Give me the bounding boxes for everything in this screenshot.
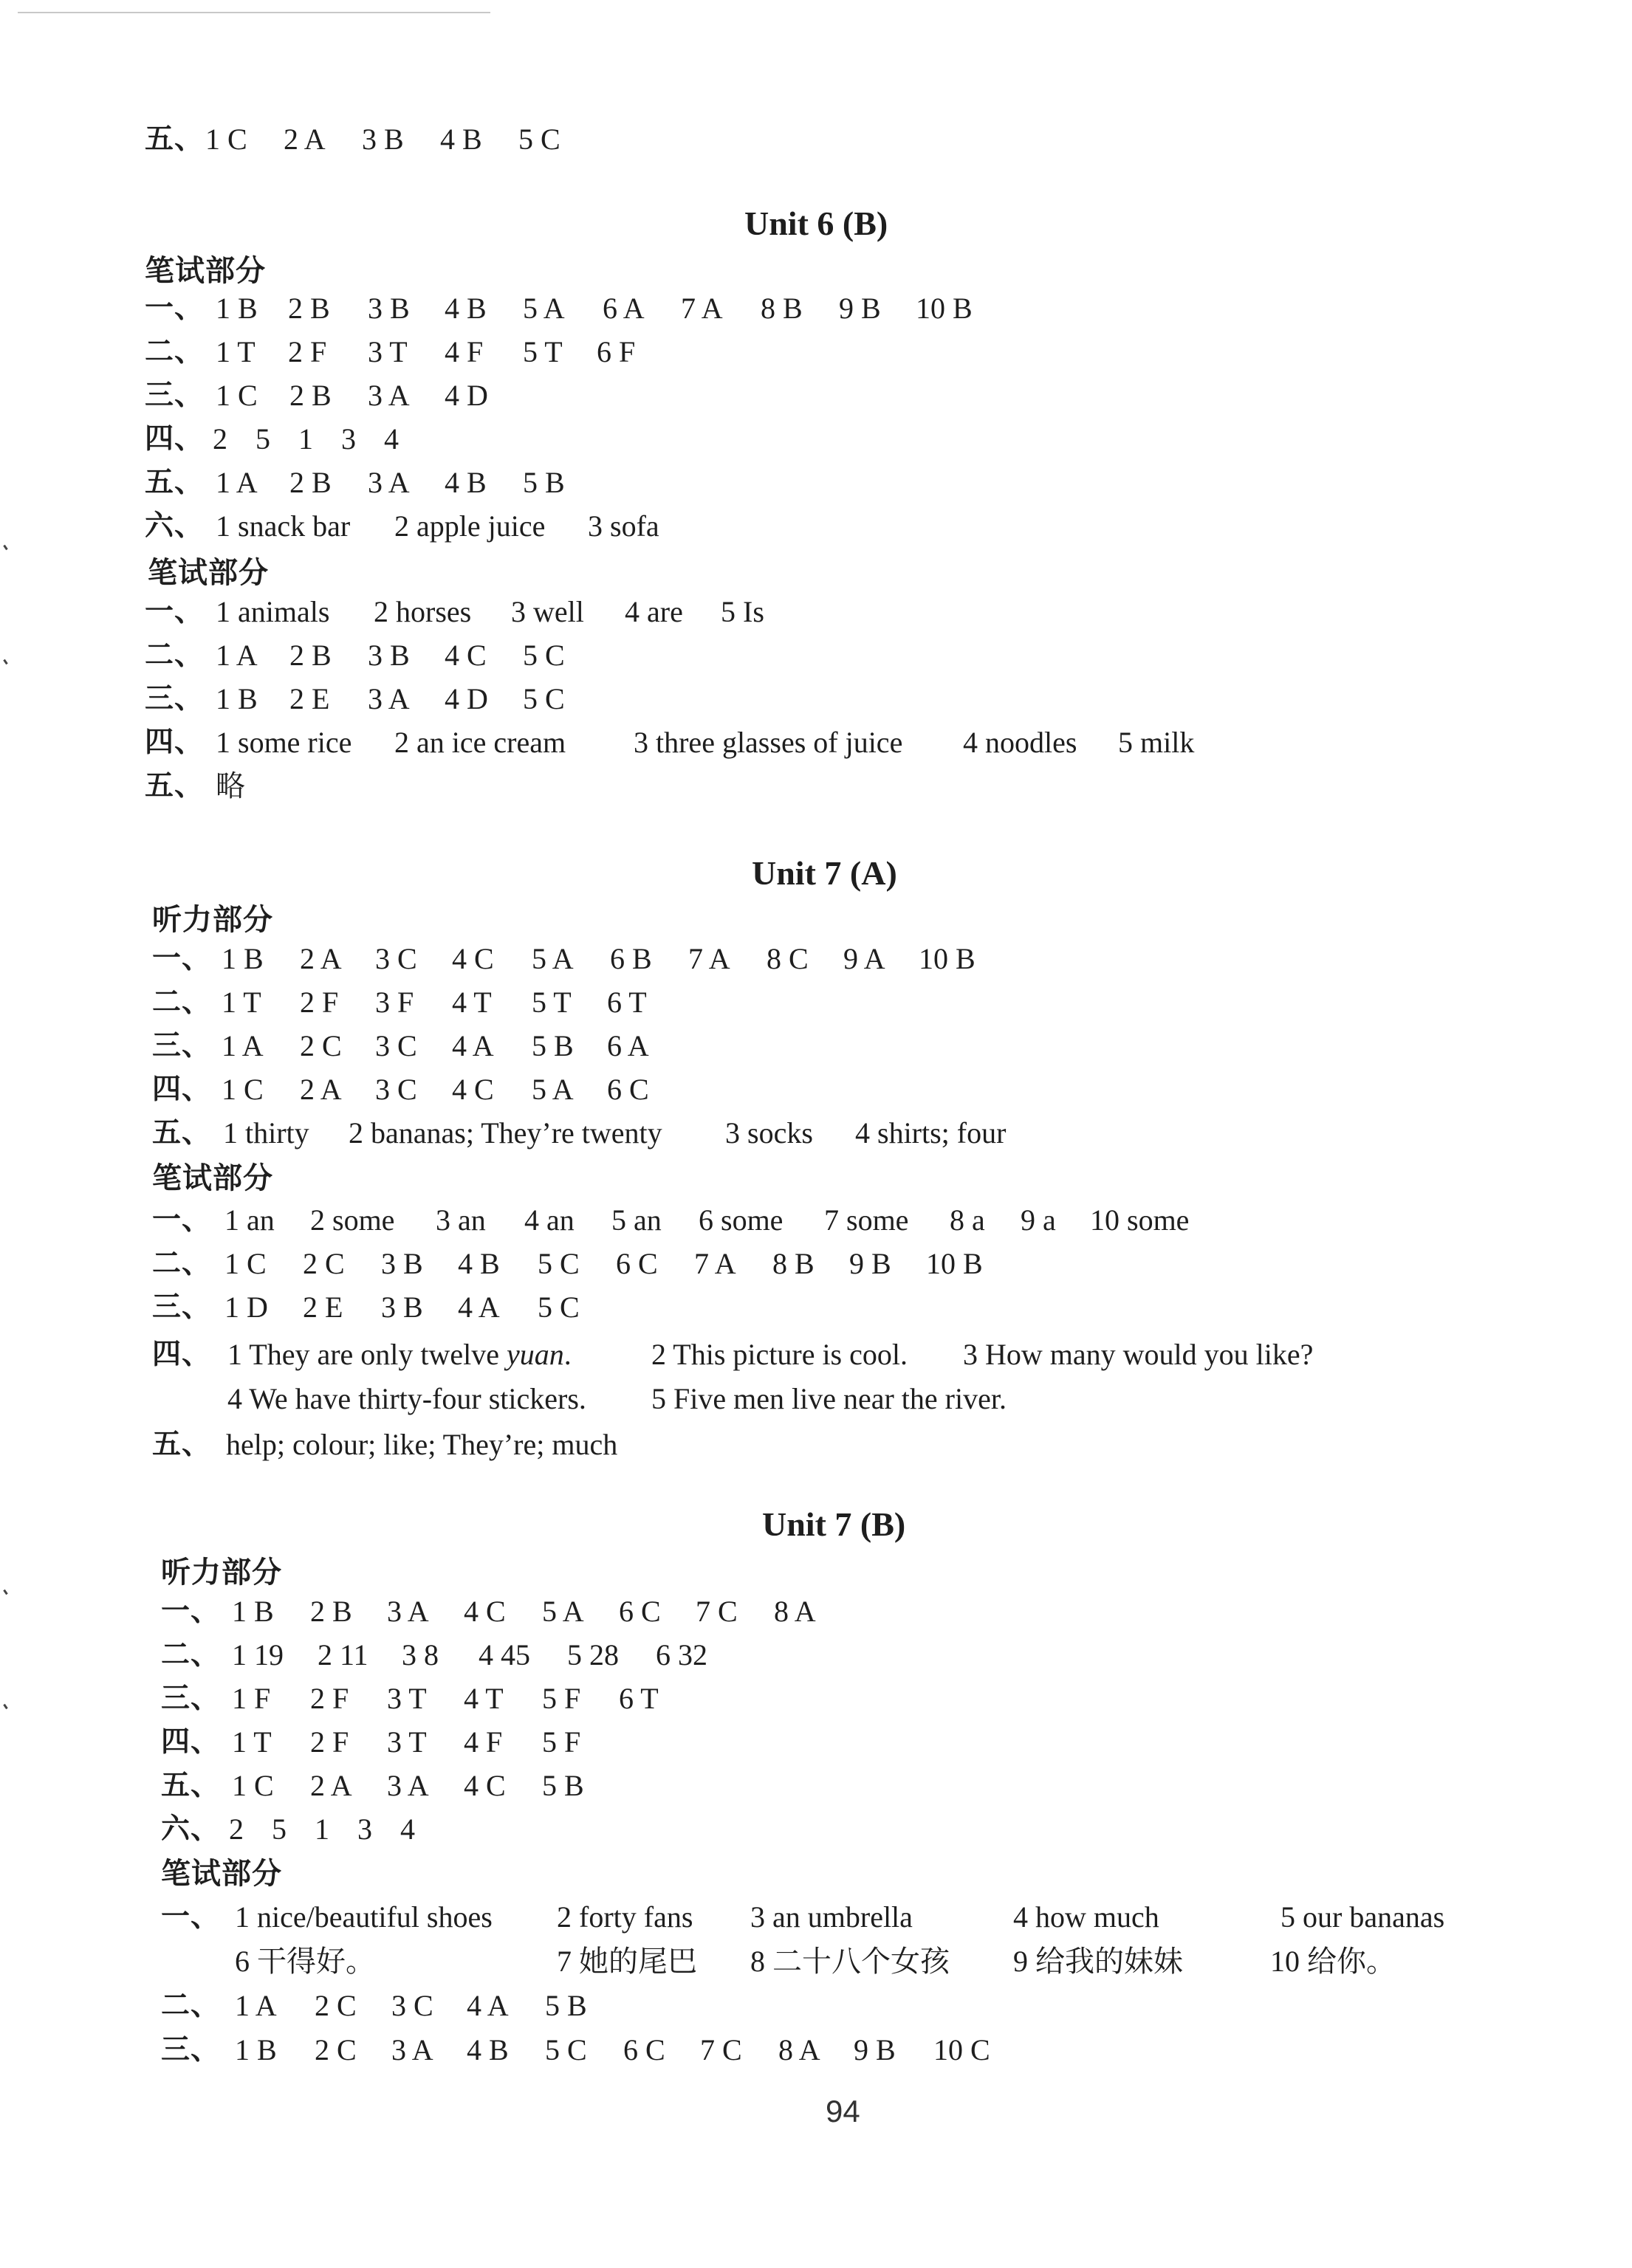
answer-text: . xyxy=(563,1338,572,1371)
answer-item: 5 T xyxy=(532,986,572,1019)
answer-item: 4 A xyxy=(467,1989,509,2022)
answer-item: 1 B xyxy=(235,2033,277,2066)
answer-item: 4 B xyxy=(445,466,487,499)
page-number: 94 xyxy=(826,2094,860,2128)
answer-item: 5 C xyxy=(538,1291,580,1324)
answer-item: 2 F xyxy=(288,335,327,368)
answer-item: 1 nice/beautiful shoes xyxy=(235,1900,493,1934)
answer-line xyxy=(161,1940,1416,1983)
answer-item: 2 B xyxy=(288,292,330,325)
answer-item: 6 C xyxy=(623,2033,665,2066)
answer-item: 3 B xyxy=(381,1247,423,1280)
answer-item: 6 C xyxy=(616,1247,658,1280)
answer-item: 6 C xyxy=(607,1073,649,1106)
answer-item: 5 Is xyxy=(721,595,764,628)
answer-item: 2 A xyxy=(310,1769,352,1802)
answer-item: 4 45 xyxy=(479,1638,530,1671)
answer-item: 3 C xyxy=(375,942,417,975)
answer-item: 4 A xyxy=(458,1291,500,1324)
question-number: 五、 xyxy=(145,123,205,155)
answer-item: 1 A xyxy=(216,639,258,672)
answer-item: 1 F xyxy=(232,1682,271,1715)
answer-item: 2 C xyxy=(315,1989,357,2022)
answer-item: 3 F xyxy=(375,986,414,1019)
answer-item: 2 C xyxy=(300,1029,342,1062)
answer-item: 3 How many would you like? xyxy=(963,1338,1314,1371)
answer-line xyxy=(152,1286,817,1329)
answer-item: 6 32 xyxy=(656,1638,707,1671)
answer-item: 5 28 xyxy=(567,1638,619,1671)
answer-item: 1 animals xyxy=(216,595,330,628)
question-number: 二、 xyxy=(145,336,205,368)
question-number: 五、 xyxy=(145,467,205,498)
answer-line xyxy=(145,678,736,721)
answer-text-italic: yuan xyxy=(507,1338,564,1371)
question-number: 一、 xyxy=(145,292,205,324)
answer-line xyxy=(161,1721,826,1764)
answer-item: 1 B xyxy=(216,682,258,715)
question-number: 六、 xyxy=(161,1813,221,1845)
answer-item: 略 xyxy=(216,769,245,803)
question-number: 四、 xyxy=(161,1726,221,1758)
answer-item: 1 A xyxy=(222,1029,264,1062)
answer-line xyxy=(145,721,1252,764)
answer-item: 3 B xyxy=(368,639,410,672)
answer-item: 4 C xyxy=(464,1769,506,1802)
answer-item: 10 B xyxy=(926,1247,983,1280)
section-heading: 笔试部分 xyxy=(148,556,269,589)
answer-line xyxy=(161,1677,826,1720)
answer-item: 6 C xyxy=(619,1595,661,1628)
section-heading: 听力部分 xyxy=(152,903,273,936)
margin-mark xyxy=(3,659,7,664)
answer-item: 3 B xyxy=(381,1291,423,1324)
answer-item: help; colour; like; They’re; much xyxy=(226,1428,618,1461)
answer-item: 8 A xyxy=(778,2033,820,2066)
answer-item: 3 A xyxy=(368,379,410,412)
answer-item: 1 A xyxy=(235,1989,277,2022)
answer-item: 1 B xyxy=(222,942,264,975)
answer-line xyxy=(152,938,1075,980)
answer-item: 5 F xyxy=(542,1682,581,1715)
answer-item: 4 B xyxy=(440,123,482,156)
answer-item: 10 B xyxy=(916,292,973,325)
answer-item: 1 C xyxy=(216,379,258,412)
answer-item: 3 A xyxy=(387,1769,429,1802)
answer-item: 4 an xyxy=(524,1203,575,1237)
answer-item: 8 B xyxy=(772,1247,815,1280)
answer-item: 7 A xyxy=(694,1247,736,1280)
question-number: 四、 xyxy=(145,423,205,455)
answer-line xyxy=(152,1378,1186,1420)
answer-item: 6 干得好。 xyxy=(235,1945,375,1978)
answer-item: 10 C xyxy=(933,2033,990,2066)
question-number: 三、 xyxy=(161,2034,221,2066)
answer-line xyxy=(152,1199,1260,1242)
answer-item: 3 T xyxy=(387,1725,427,1759)
question-number: 二、 xyxy=(161,1990,221,2021)
answer-line xyxy=(145,461,736,504)
answer-item: 4 C xyxy=(464,1595,506,1628)
answer-line xyxy=(161,1896,1490,1939)
unit-heading: Unit 6 (B) xyxy=(744,205,888,242)
answer-item: 6 T xyxy=(619,1682,659,1715)
answer-line xyxy=(161,1590,899,1633)
answer-item: 3 sofa xyxy=(588,509,659,543)
answer-item: 2 B xyxy=(289,466,332,499)
answer-line xyxy=(161,1634,826,1677)
answer-item: 6 A xyxy=(603,292,645,325)
answer-item: 5 B xyxy=(523,466,565,499)
answer-item: 3 A xyxy=(387,1595,429,1628)
answer-item: 6 B xyxy=(610,942,652,975)
answer-item: 5 B xyxy=(545,1989,587,2022)
answer-item: 2 F xyxy=(310,1682,349,1715)
answer-item: 2 forty fans xyxy=(557,1900,693,1934)
answer-line xyxy=(145,418,662,461)
question-number: 一、 xyxy=(161,1595,221,1627)
answer-item: 2 B xyxy=(289,639,332,672)
answer-item: 5 A xyxy=(542,1595,584,1628)
answer-line xyxy=(152,1333,1408,1376)
answer-item: 1 B xyxy=(232,1595,274,1628)
answer-item: 2 an ice cream xyxy=(394,726,566,759)
answer-line xyxy=(152,1068,817,1111)
answer-item: 3 an xyxy=(436,1203,486,1237)
question-number: 一、 xyxy=(145,596,205,628)
question-number: 四、 xyxy=(145,726,205,758)
answer-item: 4 B xyxy=(467,2033,509,2066)
answer-item: 5 A xyxy=(532,942,574,975)
answer-line xyxy=(145,374,662,417)
question-number: 五、 xyxy=(152,1429,212,1460)
answer-item: 2 This picture is cool. xyxy=(651,1338,908,1371)
answer-item: 1 thirty xyxy=(223,1116,309,1150)
answer-item: 7 C xyxy=(696,1595,738,1628)
section-heading: 笔试部分 xyxy=(152,1161,273,1195)
answer-item: 6 some xyxy=(699,1203,784,1237)
answer-item: 1 T xyxy=(222,986,261,1019)
answer-line xyxy=(145,118,662,161)
answer-item: 6 F xyxy=(597,335,636,368)
answer-item: 7 some xyxy=(824,1203,909,1237)
answer-item: 8 B xyxy=(761,292,803,325)
top-rule xyxy=(18,12,490,13)
answer-item: 6 A xyxy=(607,1029,649,1062)
answer-line xyxy=(161,1764,826,1807)
answer-item: 2 horses xyxy=(374,595,472,628)
question-number: 三、 xyxy=(145,683,205,715)
question-number: 三、 xyxy=(161,1683,221,1714)
answer-item xyxy=(227,1333,572,1376)
answer-item: 4 are xyxy=(625,595,683,628)
answer-item: 3 A xyxy=(391,2033,433,2066)
answer-item: 5 milk xyxy=(1118,726,1195,759)
answer-item: 4 B xyxy=(445,292,487,325)
answer-item: 9 A xyxy=(843,942,885,975)
section-heading: 笔试部分 xyxy=(161,1857,282,1890)
answer-item: 3 socks xyxy=(725,1116,813,1150)
answer-line xyxy=(152,1243,1075,1285)
answer-item: 4 how much xyxy=(1013,1900,1159,1934)
answer-item: 10 some xyxy=(1090,1203,1190,1237)
answer-item: 7 A xyxy=(688,942,730,975)
answer-item: 2 some xyxy=(310,1203,395,1237)
answer-item: 1 B xyxy=(216,292,258,325)
answer-item: 7 A xyxy=(681,292,723,325)
answer-item: 1 some rice xyxy=(216,726,352,759)
question-number: 一、 xyxy=(152,1204,212,1236)
question-number: 二、 xyxy=(152,986,212,1018)
answer-item: 1 C xyxy=(224,1247,267,1280)
answer-line xyxy=(152,1025,817,1068)
answer-item: 1 C xyxy=(232,1769,274,1802)
answer-line xyxy=(145,634,736,677)
answer-item: 8 A xyxy=(774,1595,816,1628)
answer-item: 1 19 xyxy=(232,1638,284,1671)
answer-item: 4 shirts; four xyxy=(855,1116,1007,1150)
answer-item: 3 A xyxy=(368,682,410,715)
answer-line xyxy=(145,331,809,374)
answer-item: 2 E xyxy=(289,682,330,715)
answer-item: 1 C xyxy=(222,1073,264,1106)
answer-item: 8 a xyxy=(950,1203,985,1237)
question-number: 一、 xyxy=(161,1901,221,1933)
answer-item: 5 B xyxy=(532,1029,574,1062)
answer-item: 5 A xyxy=(523,292,565,325)
answer-item: 3 three glasses of juice xyxy=(634,726,903,759)
answer-line xyxy=(152,1112,1112,1155)
answer-item: 1 T xyxy=(216,335,256,368)
answer-item: 9 B xyxy=(839,292,881,325)
question-number: 一、 xyxy=(152,943,212,975)
answer-line xyxy=(145,287,1068,330)
answer-item: 1 D xyxy=(224,1291,268,1324)
answer-item: 10 B xyxy=(919,942,976,975)
answer-item: 6 T xyxy=(607,986,647,1019)
section-heading: 听力部分 xyxy=(161,1556,282,1589)
answer-item: 1 snack bar xyxy=(216,509,351,543)
answer-item: 5 C xyxy=(545,2033,587,2066)
answer-item: 8 C xyxy=(767,942,809,975)
answer-line xyxy=(152,1423,891,1466)
section-heading: 笔试部分 xyxy=(145,254,266,287)
question-number: 三、 xyxy=(152,1030,212,1062)
answer-item: 9 给我的妹妹 xyxy=(1013,1945,1183,1978)
answer-item: 3 T xyxy=(368,335,408,368)
answer-line xyxy=(145,591,883,633)
answer-item: 8 二十八个女孩 xyxy=(750,1945,950,1978)
answer-item: 4 We have thirty-four stickers. xyxy=(227,1382,586,1415)
question-number: 二、 xyxy=(145,639,205,671)
answer-text: 1 They are only twelve xyxy=(227,1338,507,1371)
answer-item: 3 T xyxy=(387,1682,427,1715)
answer-item: 2 C xyxy=(303,1247,345,1280)
question-number: 四、 xyxy=(152,1073,212,1105)
answer-item: 5 an xyxy=(611,1203,662,1237)
answer-item: 4 T xyxy=(464,1682,504,1715)
answer-item: 2 5 1 3 4 xyxy=(229,1812,425,1846)
answer-item: 2 F xyxy=(300,986,339,1019)
answer-item: 1 an xyxy=(224,1203,275,1237)
answer-line xyxy=(161,2029,1084,2072)
answer-item: 9 a xyxy=(1021,1203,1056,1237)
answer-item: 2 apple juice xyxy=(394,509,546,543)
answer-item: 3 A xyxy=(368,466,410,499)
answer-item: 5 T xyxy=(523,335,563,368)
answer-item: 5 C xyxy=(523,682,565,715)
answer-item: 4 D xyxy=(445,379,488,412)
answer-item: 1 C xyxy=(205,123,247,156)
answer-item: 4 C xyxy=(452,942,494,975)
answer-item: 7 C xyxy=(700,2033,742,2066)
answer-item: 2 5 1 3 4 xyxy=(213,422,409,456)
answer-item: 3 C xyxy=(391,1989,433,2022)
answer-item: 5 B xyxy=(542,1769,584,1802)
answer-item: 4 T xyxy=(452,986,492,1019)
answer-item: 5 C xyxy=(538,1247,580,1280)
question-number: 三、 xyxy=(145,379,205,411)
question-number: 六、 xyxy=(145,510,205,542)
answer-item: 5 C xyxy=(518,123,560,156)
answer-item: 1 T xyxy=(232,1725,272,1759)
answer-item: 2 C xyxy=(315,2033,357,2066)
answer-item: 2 bananas; They’re twenty xyxy=(349,1116,662,1150)
answer-item: 2 A xyxy=(284,123,326,156)
answer-item: 4 D xyxy=(445,682,488,715)
answer-item: 3 C xyxy=(375,1029,417,1062)
margin-mark xyxy=(3,1704,7,1709)
answer-item: 4 C xyxy=(452,1073,494,1106)
answer-item: 3 C xyxy=(375,1073,417,1106)
unit-heading: Unit 7 (A) xyxy=(752,854,897,892)
answer-item: 2 E xyxy=(303,1291,343,1324)
answer-item: 3 an umbrella xyxy=(750,1900,913,1934)
answer-item: 4 F xyxy=(464,1725,503,1759)
answer-item: 3 B xyxy=(368,292,410,325)
answer-item: 2 B xyxy=(289,379,332,412)
answer-line xyxy=(145,505,809,548)
margin-mark xyxy=(3,1590,7,1595)
answer-item: 4 A xyxy=(452,1029,494,1062)
answer-item: 3 well xyxy=(511,595,584,628)
answer-item: 4 B xyxy=(458,1247,500,1280)
answer-item: 5 A xyxy=(532,1073,574,1106)
answer-item: 2 B xyxy=(310,1595,352,1628)
question-number: 五、 xyxy=(161,1770,221,1801)
answer-item: 10 给你。 xyxy=(1270,1945,1396,1978)
answer-item: 2 A xyxy=(300,1073,342,1106)
answer-item: 9 B xyxy=(849,1247,891,1280)
answer-item: 4 noodles xyxy=(963,726,1077,759)
unit-heading: Unit 7 (B) xyxy=(762,1505,906,1543)
question-number: 二、 xyxy=(161,1639,221,1671)
answer-item: 5 Five men live near the river. xyxy=(651,1382,1007,1415)
question-number: 五、 xyxy=(152,1117,212,1149)
answer-item: 9 B xyxy=(854,2033,896,2066)
answer-item: 2 F xyxy=(310,1725,349,1759)
margin-mark xyxy=(3,545,7,550)
answer-item: 5 our bananas xyxy=(1280,1900,1445,1934)
answer-line xyxy=(152,981,817,1024)
answer-item: 4 F xyxy=(445,335,484,368)
answer-line xyxy=(161,1808,678,1851)
answer-item: 1 A xyxy=(216,466,258,499)
answer-item: 4 C xyxy=(445,639,487,672)
question-number: 三、 xyxy=(152,1291,212,1323)
answer-item: 3 8 xyxy=(402,1638,439,1671)
question-number: 五、 xyxy=(145,770,205,802)
answer-item: 3 B xyxy=(362,123,404,156)
question-number: 四、 xyxy=(152,1339,212,1370)
answer-item: 2 A xyxy=(300,942,342,975)
answer-item: 7 她的尾巴 xyxy=(557,1945,697,1978)
answer-line xyxy=(145,765,440,808)
question-number: 二、 xyxy=(152,1248,212,1279)
answer-line xyxy=(161,1984,826,2027)
answer-item: 5 F xyxy=(542,1725,581,1759)
answer-item: 2 11 xyxy=(318,1638,368,1671)
answer-item: 5 C xyxy=(523,639,565,672)
